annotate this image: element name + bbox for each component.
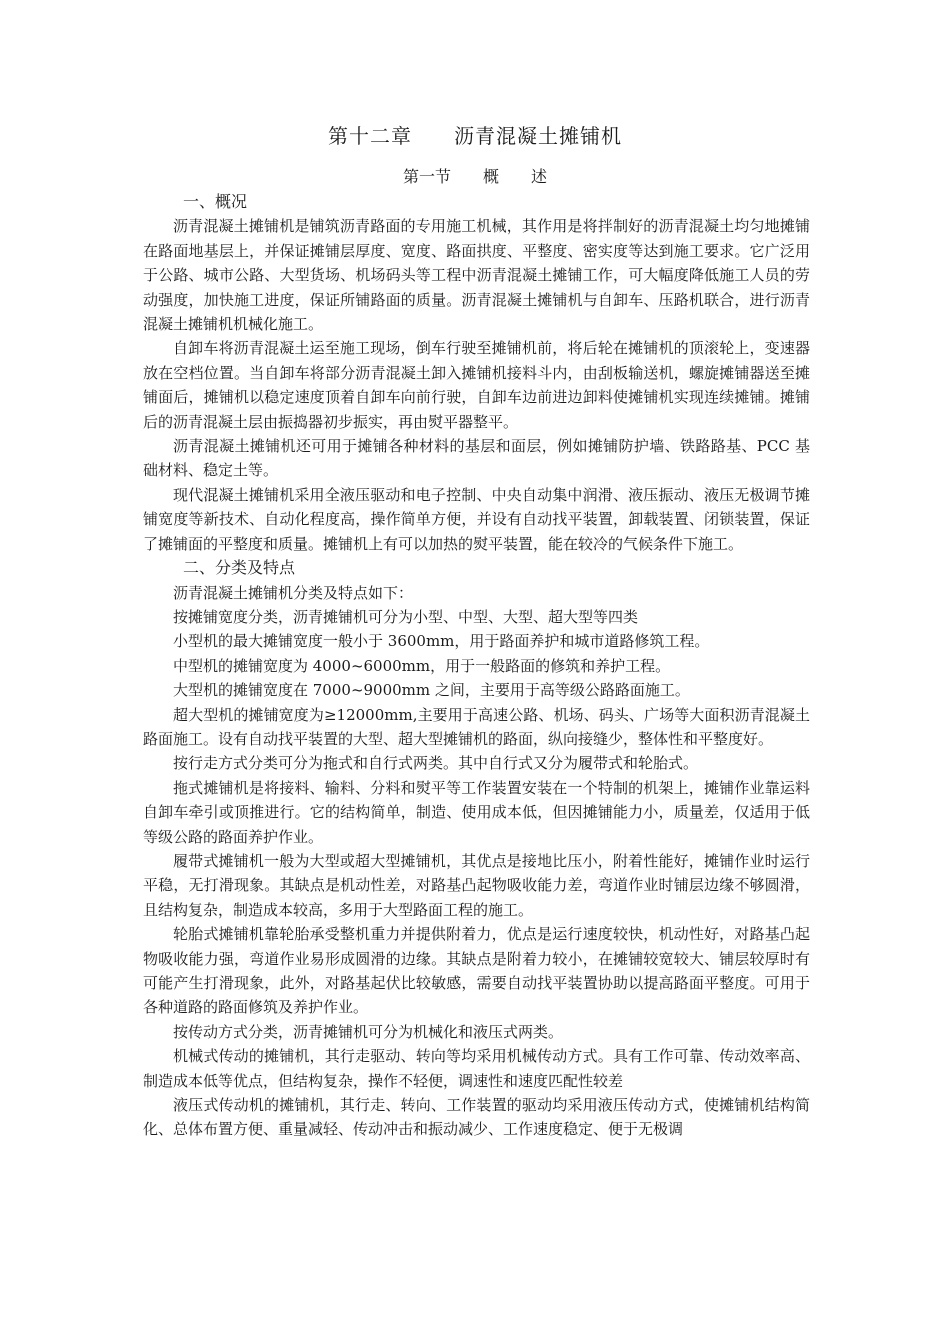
chapter-title: 第十二章 沥青混凝土摊铺机 bbox=[328, 124, 622, 148]
paragraph: 按摊铺宽度分类，沥青摊铺机可分为小型、中型、大型、超大型等四类 bbox=[173, 607, 639, 626]
paragraph: 超大型机的摊铺宽度为≥12000mm,主要用于高速公路、机场、码头、广场等大面积沥青混凝土路面施工。设有自动找平装置的大型、超大型摊铺机的路面，纵向接缝少，整体性和平整度好。 bbox=[143, 705, 810, 748]
paragraph: 机械式传动的摊铺机，其行走驱动、转向等均采用机械传动方式。具有工作可靠、传动效率高、制造成本低等优点，但结构复杂，操作不轻便，调速性和速度匹配性较差 bbox=[143, 1047, 810, 1090]
paragraph: 中型机的摊铺宽度为 4000~6000mm，用于一般路面的修筑和养护工程。 bbox=[173, 656, 671, 675]
paragraph: 沥青混凝土摊铺机还可用于摊铺各种材料的基层和面层，例如摊铺防护墙、铁路路基、PCC 基础材料、稳定土等。 bbox=[143, 437, 810, 480]
section-title: 第一节 概 述 bbox=[402, 167, 547, 186]
paragraph: 按传动方式分类，沥青摊铺机可分为机械化和液压式两类。 bbox=[173, 1022, 564, 1041]
paragraph: 沥青混凝土摊铺机分类及特点如下： bbox=[173, 583, 414, 602]
heading-classification: 二、分类及特点 bbox=[183, 558, 296, 578]
paragraph: 按行走方式分类可分为拖式和自行式两类。其中自行式又分为履带式和轮胎式。 bbox=[173, 754, 699, 773]
paragraph: 液压式传动机的摊铺机，其行走、转向、工作装置的驱动均采用液压传动方式，使摊铺机结构简化、总体布置方便、重量减轻、传动冲击和振动减少、工作速度稳定、便于无极调 bbox=[143, 1096, 810, 1139]
paragraph: 拖式摊铺机是将接料、输料、分料和熨平等工作装置安装在一个特制的机架上，摊铺作业靠运料自卸车牵引或顶推进行。它的结构简单，制造、使用成本低，但因摊铺能力小，质量差，仅适用于低等级公路的路面养护作业。 bbox=[143, 778, 810, 846]
paragraph: 履带式摊铺机一般为大型或超大型摊铺机，其优点是接地比压小，附着性能好，摊铺作业时运行平稳，无打滑现象。其缺点是机动性差，对路基凸起物吸收能力差，弯道作业时铺层边缘不够圆滑，且结构复杂，制造成本较高，多用于大型路面工程的施工。 bbox=[143, 851, 810, 919]
paragraph: 自卸车将沥青混凝土运至施工现场，倒车行驶至摊铺机前，将后轮在摊铺机的顶滚轮上，变速器放在空档位置。当自卸车将部分沥青混凝土卸入摊铺机接料斗内，由刮板输送机，螺旋摊铺器送至摊铺面后，摊铺机以稳定速度顶着自卸车向前行驶，自卸车边前进边卸料使摊铺机实现连续摊铺。摊铺后的沥青混凝土层由振捣器初步振实，再由熨平器整平。 bbox=[143, 339, 810, 431]
heading-overview: 一、概况 bbox=[183, 192, 248, 211]
paragraph: 大型机的摊铺宽度在 7000~9000mm 之间，主要用于高等级公路路面施工。 bbox=[173, 681, 690, 700]
document-body bbox=[143, 190, 810, 1142]
paragraph: 现代混凝土摊铺机采用全液压驱动和电子控制、中央自动集中润滑、液压振动、液压无极调节摊铺宽度等新技术、自动化程度高，操作简单方便，并设有自动找平装置，卸载装置、闭锁装置，保证了摊铺面的平整度和质量。摊铺机上有可以加热的熨平装置，能在较冷的气候条件下施工。 bbox=[143, 485, 810, 553]
paragraph: 轮胎式摊铺机靠轮胎承受整机重力并提供附着力，优点是运行速度较快，机动性好，对路基凸起物吸收能力强，弯道作业易形成圆滑的边缘。其缺点是附着力较小，在摊铺较宽较大、铺层较厚时有可能产生打滑现象，此外，对路基起伏比较敏感，需要自动找平装置协助以提高路面平整度。可用于各种道路的路面修筑及养护作业。 bbox=[143, 925, 810, 1017]
paragraph: 小型机的最大摊铺宽度一般小于 3600mm，用于路面养护和城市道路修筑工程。 bbox=[173, 632, 710, 651]
paragraph: 沥青混凝土摊铺机是铺筑沥青路面的专用施工机械，其作用是将拌制好的沥青混凝土均匀地摊铺在路面地基层上，并保证摊铺层厚度、宽度、路面拱度、平整度、密实度等达到施工要求。它广泛用于公路、城市公路、大型货场、机场码头等工程中沥青混凝土摊铺工作，可大幅度降低施工人员的劳动强度，加快施工进度，保证所铺路面的质量。沥青混凝土摊铺机与自卸车、压路机联合，进行沥青混凝土摊铺机机械化施工。 bbox=[143, 217, 810, 334]
